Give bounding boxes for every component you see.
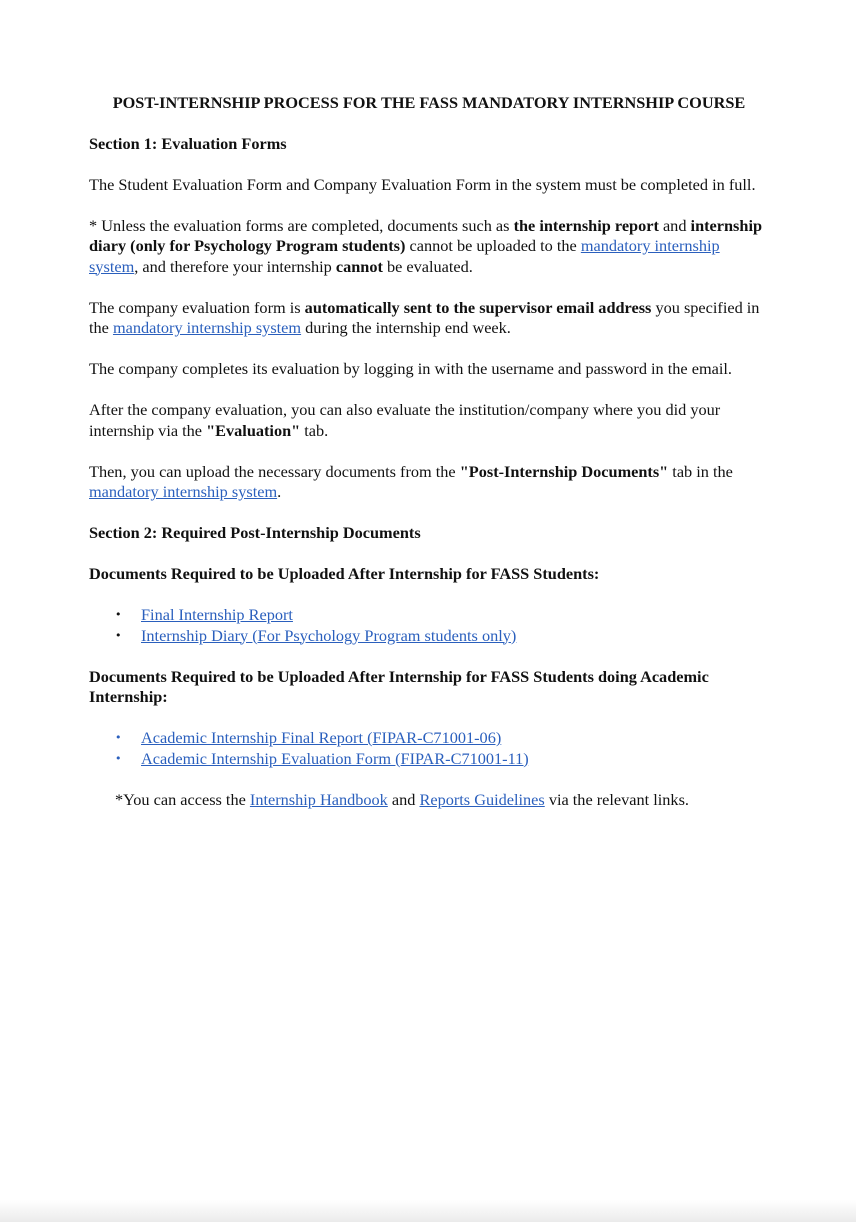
text-run: and	[387, 789, 420, 809]
list-item	[89, 605, 769, 626]
bold-run: cannot	[335, 256, 383, 276]
section-1-paragraph-5	[89, 400, 769, 441]
text-run: you specified in the	[89, 297, 760, 337]
list-item	[89, 728, 769, 749]
text-run: tab.	[300, 420, 329, 440]
bold-run: "Evaluation"	[206, 420, 301, 440]
bullet-icon: •	[115, 608, 122, 621]
section-1-heading: Section 1: Evaluation Forms	[89, 133, 287, 153]
document-page	[89, 93, 769, 831]
bullet-icon: •	[115, 751, 122, 765]
section-1-paragraph-6	[89, 462, 769, 503]
text-run: * Unless the evaluation forms are completed, documents such as	[89, 215, 514, 235]
academic-internship-subheading: Documents Required to be Uploaded After Internship for FASS Students doing Academic Internship:	[89, 666, 709, 706]
text-run: The company evaluation form is	[89, 297, 305, 317]
mandatory-internship-system-link[interactable]: mandatory internship system	[89, 236, 720, 276]
text-run: be evaluated.	[382, 256, 473, 276]
text-run: After the company evaluation, you can also evaluate the institution/company where you did your internship via the	[89, 400, 721, 440]
bullet-icon: •	[115, 731, 122, 744]
section-1-paragraph-3	[89, 298, 769, 339]
mandatory-internship-system-link[interactable]: mandatory internship system	[112, 318, 302, 337]
text-run: via the relevant links.	[544, 789, 689, 809]
internship-handbook-link[interactable]: Internship Handbook	[249, 789, 388, 809]
page-bottom-shadow	[0, 1200, 856, 1222]
list-item	[89, 749, 769, 770]
section-2-heading: Section 2: Required Post-Internship Documents	[89, 523, 421, 542]
fass-documents-list	[89, 605, 769, 646]
text-run: tab in the	[668, 461, 733, 481]
mandatory-internship-system-link[interactable]: mandatory internship system	[89, 482, 278, 501]
text-run: and	[658, 215, 691, 235]
reports-guidelines-link[interactable]: Reports Guidelines	[419, 789, 545, 809]
academic-documents-list	[89, 728, 769, 769]
bullet-icon: •	[115, 628, 122, 642]
text-run: .	[277, 482, 282, 501]
bold-run: automatically sent to the supervisor email address	[304, 297, 652, 317]
internship-diary-link[interactable]: Internship Diary (For Psychology Program students only)	[141, 625, 517, 645]
text-run: , and therefore your internship	[134, 256, 336, 276]
text-run: *You can access the	[115, 789, 250, 809]
handbook-footnote	[89, 790, 769, 811]
bold-run: "Post-Internship Documents"	[459, 461, 669, 481]
section-1-paragraph-4: The company completes its evaluation by logging in with the username and password in the email.	[89, 359, 732, 378]
text-run: during the internship end week.	[301, 318, 511, 337]
text-run: cannot be uploaded to the	[405, 236, 581, 255]
fass-documents-subheading: Documents Required to be Uploaded After Internship for FASS Students:	[89, 564, 600, 583]
page-title: POST-INTERNSHIP PROCESS FOR THE FASS MANDATORY INTERNSHIP COURSE	[112, 93, 746, 112]
final-internship-report-link[interactable]: Final Internship Report	[141, 605, 293, 624]
list-item	[89, 626, 769, 647]
academic-final-report-link[interactable]: Academic Internship Final Report (FIPAR-C71001-06)	[141, 728, 502, 747]
academic-evaluation-form-link[interactable]: Academic Internship Evaluation Form (FIPAR-C71001-11)	[141, 748, 529, 768]
section-1-paragraph-1: The Student Evaluation Form and Company Evaluation Form in the system must be completed in full.	[89, 174, 756, 194]
bold-run: the internship report	[513, 215, 659, 235]
text-run: Then, you can upload the necessary documents from the	[89, 461, 460, 481]
bold-run: internship diary (only for Psychology Program students)	[89, 215, 763, 255]
section-1-paragraph-2	[89, 216, 769, 278]
